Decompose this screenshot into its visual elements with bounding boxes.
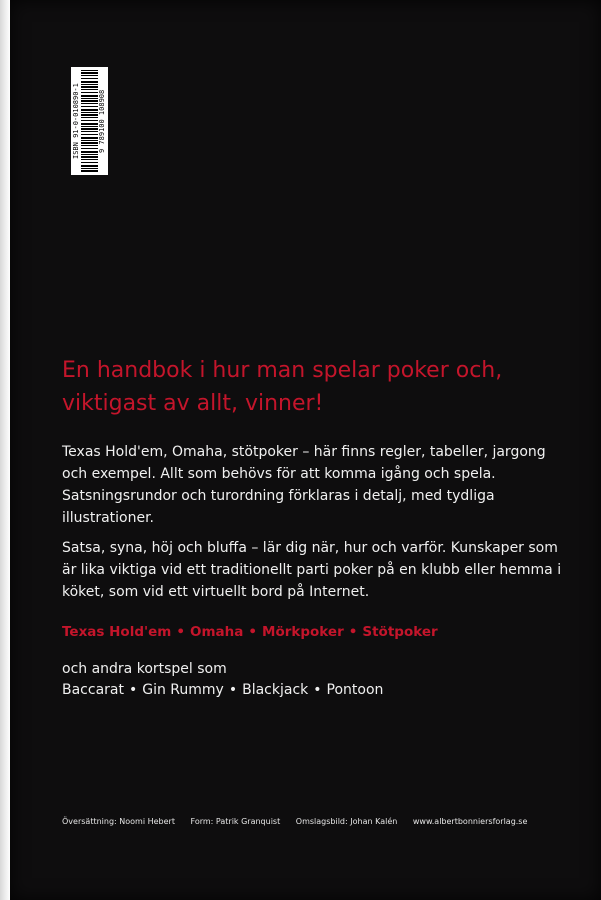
isbn-barcode (71, 67, 108, 175)
credits-footer (62, 816, 562, 828)
list-separator: • (228, 682, 238, 698)
list-separator: • (176, 624, 185, 640)
description-paragraph-2: Satsa, syna, höj och bluffa – lär dig när, hur och varför. Kunskaper som är lika viktiga vid ett traditionellt parti poker på en klubb eller hemma i köket, som vid ett virtuellt bord på Internet. (62, 540, 562, 600)
game-baccarat: Baccarat (62, 682, 124, 698)
description-paragraph-1: Texas Hold'em, Omaha, stötpoker – här finns regler, tabeller, jargong och exempel. Allt som behövs för att komma igång och spela. Satsningsrundor och turordning förklaras i detalj, med tydliga illustrationer. (62, 444, 546, 526)
headline-line-1: En handbok i hur man spelar poker och, (62, 358, 503, 383)
barcode-digits: 9 789100 108908 (98, 89, 106, 153)
list-separator: • (313, 682, 322, 698)
game-stotpoker: Stötpoker (362, 624, 438, 640)
barcode-bars (81, 70, 98, 172)
game-pontoon: Pontoon (326, 682, 384, 698)
credit-translation: Översättning: Noomi Hebert (62, 817, 175, 826)
list-separator: • (248, 624, 258, 640)
headline (62, 354, 572, 420)
headline-line-2: viktigast av allt, vinner! (62, 391, 324, 416)
other-games-list (62, 680, 383, 700)
poker-games-list (62, 622, 438, 642)
isbn-number: ISBN 91-0-010890-1 (72, 83, 80, 159)
credit-cover-image: Omslagsbild: Johan Kalén (295, 817, 398, 826)
game-blackjack: Blackjack (242, 682, 309, 698)
game-morkpoker: Mörkpoker (262, 624, 344, 640)
game-omaha: Omaha (190, 624, 244, 640)
list-separator: • (348, 624, 358, 640)
credit-design: Form: Patrik Granquist (190, 817, 281, 826)
game-gin-rummy: Gin Rummy (142, 682, 224, 698)
list-separator: • (128, 682, 138, 698)
publisher-website: www.albertbonniersforlag.se (412, 817, 528, 826)
other-games-intro: och andra kortspel som (62, 661, 227, 677)
game-texas-holdem: Texas Hold'em (62, 624, 172, 640)
page-edge (0, 0, 10, 900)
